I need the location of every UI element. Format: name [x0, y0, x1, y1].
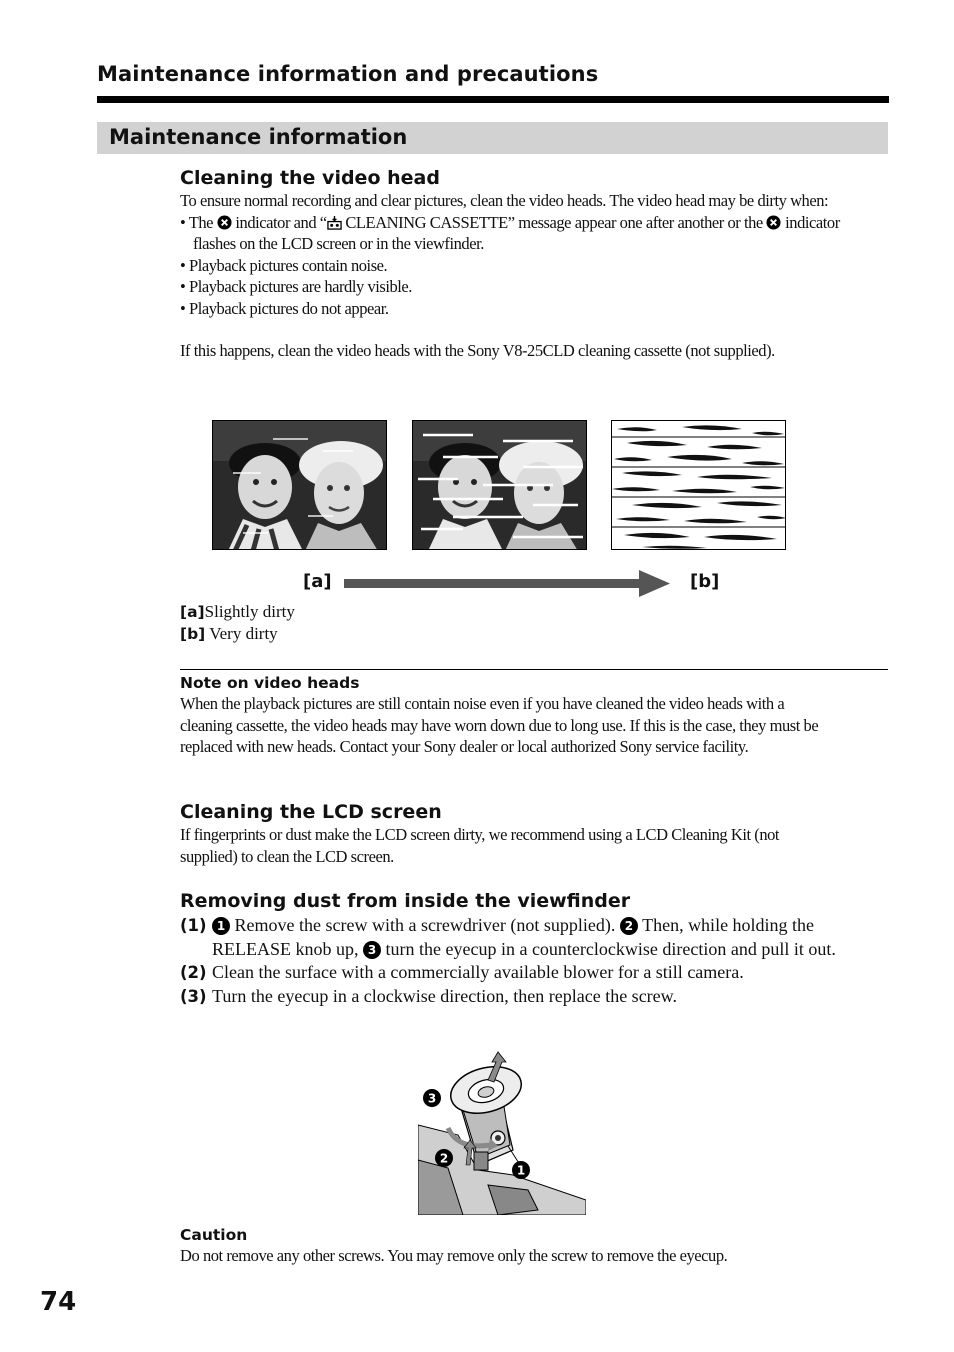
step-1: (1) 1 Remove the screw with a screwdriver (not supplied). 2 Then, while holding the RELEASE knob up, 3 turn the eyecup in a counterclockwise direction and pull it out.	[180, 915, 836, 959]
note-divider	[180, 669, 888, 670]
step-2: (2) Clean the surface with a commercially available blower for a still camera.	[180, 962, 744, 983]
lcd-text: If fingerprints or dust make the LCD screen dirty, we recommend using a LCD Cleaning Kit (not supplied) to clean the LCD screen.	[180, 825, 780, 866]
dirt-scale-label-b: [b]	[690, 571, 720, 592]
bullet-hardly-visible: • Playback pictures are hardly visible.	[180, 277, 412, 296]
viewfinder-block	[180, 889, 870, 913]
video-head-intro: To ensure normal recording and clear pictures, clean the video heads. The video head may be dirty when:	[180, 191, 829, 210]
note-text: When the playback pictures are still contain noise even if you have cleaned the video heads with a cleaning cassette, the video heads may have worn down due to long use. If this is the case, they must be replaced with new heads. Contact your Sony dealer or local authorized Sony service facility.	[180, 694, 819, 756]
caution-heading: Caution	[180, 1226, 248, 1244]
lcd-block	[180, 800, 870, 867]
eyecup-removal-illustration	[418, 1050, 586, 1215]
title-rule	[97, 96, 889, 103]
note-block	[180, 673, 870, 758]
figure-callout-2: 2	[439, 1151, 449, 1166]
playback-photo-clean	[212, 420, 387, 550]
bullet-indicator: • The indicator and “ CLEANING CASSETTE” message appear one after another or the indicator flashes on the LCD screen or in the viewfinder.	[180, 212, 840, 253]
bullet-not-appear: • Playback pictures do not appear.	[180, 298, 389, 318]
playback-photo-noisy	[412, 420, 587, 550]
video-head-heading: Cleaning the video head	[180, 167, 440, 189]
figure-callout-3: 3	[427, 1091, 437, 1106]
dirt-legend	[180, 601, 295, 645]
legend-item-a: [a]Slightly dirty	[180, 602, 295, 621]
step-marker-2: 2	[620, 917, 638, 935]
playback-photo-very-dirty	[611, 420, 786, 550]
caution-text: Do not remove any other screws. You may remove only the screw to remove the eyecup.	[180, 1246, 728, 1265]
legend-item-b: [b] Very dirty	[180, 624, 278, 643]
head-cleaning-warning-icon	[766, 215, 781, 230]
note-heading: Note on video heads	[180, 674, 360, 692]
step-marker-1: 1	[212, 917, 230, 935]
step-marker-3: 3	[363, 941, 381, 959]
page-number: 74	[40, 1287, 77, 1317]
dirt-progression-arrow	[342, 568, 672, 600]
section-bar	[97, 122, 888, 154]
dirt-scale-label-a: [a]	[303, 571, 332, 592]
video-head-followup: If this happens, clean the video heads with the Sony V8-25CLD cleaning cassette (not supplied).	[180, 341, 775, 360]
figure-callout-1: 1	[516, 1163, 526, 1178]
viewfinder-heading: Removing dust from inside the viewfinder	[180, 890, 631, 912]
head-cleaning-warning-icon	[217, 215, 232, 230]
caution-block	[180, 1225, 870, 1267]
section-title: Maintenance information	[109, 125, 408, 149]
viewfinder-steps	[180, 914, 870, 1009]
page-title: Maintenance information and precautions	[97, 62, 599, 86]
step-3: (3) Turn the eyecup in a clockwise direction, then replace the screw.	[180, 986, 677, 1007]
video-head-block	[180, 166, 870, 362]
bullet-noise: • Playback pictures contain noise.	[180, 255, 388, 275]
cleaning-cassette-icon	[327, 215, 342, 230]
lcd-heading: Cleaning the LCD screen	[180, 801, 442, 823]
